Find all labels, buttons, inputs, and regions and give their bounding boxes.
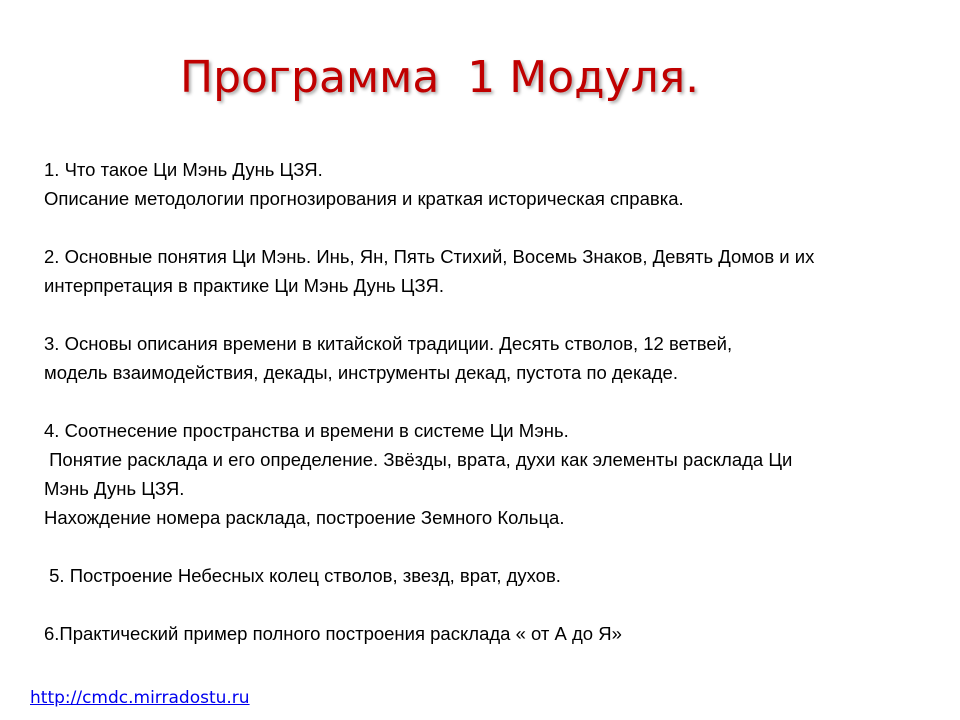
program-item-1	[44, 155, 956, 213]
item-line: 1. Что такое Ци Мэнь Дунь ЦЗЯ.	[44, 159, 323, 180]
spacer	[44, 213, 956, 242]
spacer	[44, 300, 956, 329]
item-line: Описание методологии прогнозирования и краткая историческая справка.	[44, 188, 684, 209]
item-line: 6.Практический пример полного построения расклада « от А до Я»	[44, 623, 622, 644]
program-list	[44, 155, 956, 648]
item-line: 3. Основы описания времени в китайской традиции. Десять стволов, 12 ветвей,	[44, 333, 733, 354]
item-line: Нахождение номера расклада, построение Земного Кольца.	[44, 507, 565, 528]
spacer	[44, 387, 956, 416]
item-line: 4. Соотнесение пространства и времени в системе Ци Мэнь.	[44, 420, 569, 441]
footer-website-link[interactable]: http://cmdc.mirradostu.ru	[30, 688, 250, 708]
item-line: интерпретация в практике Ци Мэнь Дунь ЦЗЯ.	[44, 275, 444, 296]
item-line: 2. Основные понятия Ци Мэнь. Инь, Ян, Пять Стихий, Восемь Знаков, Девять Домов и их	[44, 246, 815, 267]
item-line: модель взаимодействия, декады, инструменты декад, пустота по декаде.	[44, 362, 678, 383]
spacer	[44, 532, 956, 561]
spacer	[44, 590, 956, 619]
item-line: Понятие расклада и его определение. Звёзды, врата, духи как элементы расклада Ци	[44, 449, 793, 470]
program-item-5	[44, 561, 956, 590]
item-line: Мэнь Дунь ЦЗЯ.	[44, 478, 185, 499]
program-item-2	[44, 242, 956, 300]
program-item-3	[44, 329, 956, 387]
slide-title: Программа 1 Модуля.	[180, 52, 700, 103]
program-item-4	[44, 416, 956, 532]
program-item-6	[44, 619, 956, 648]
item-line: 5. Построение Небесных колец стволов, звезд, врат, духов.	[44, 565, 561, 586]
